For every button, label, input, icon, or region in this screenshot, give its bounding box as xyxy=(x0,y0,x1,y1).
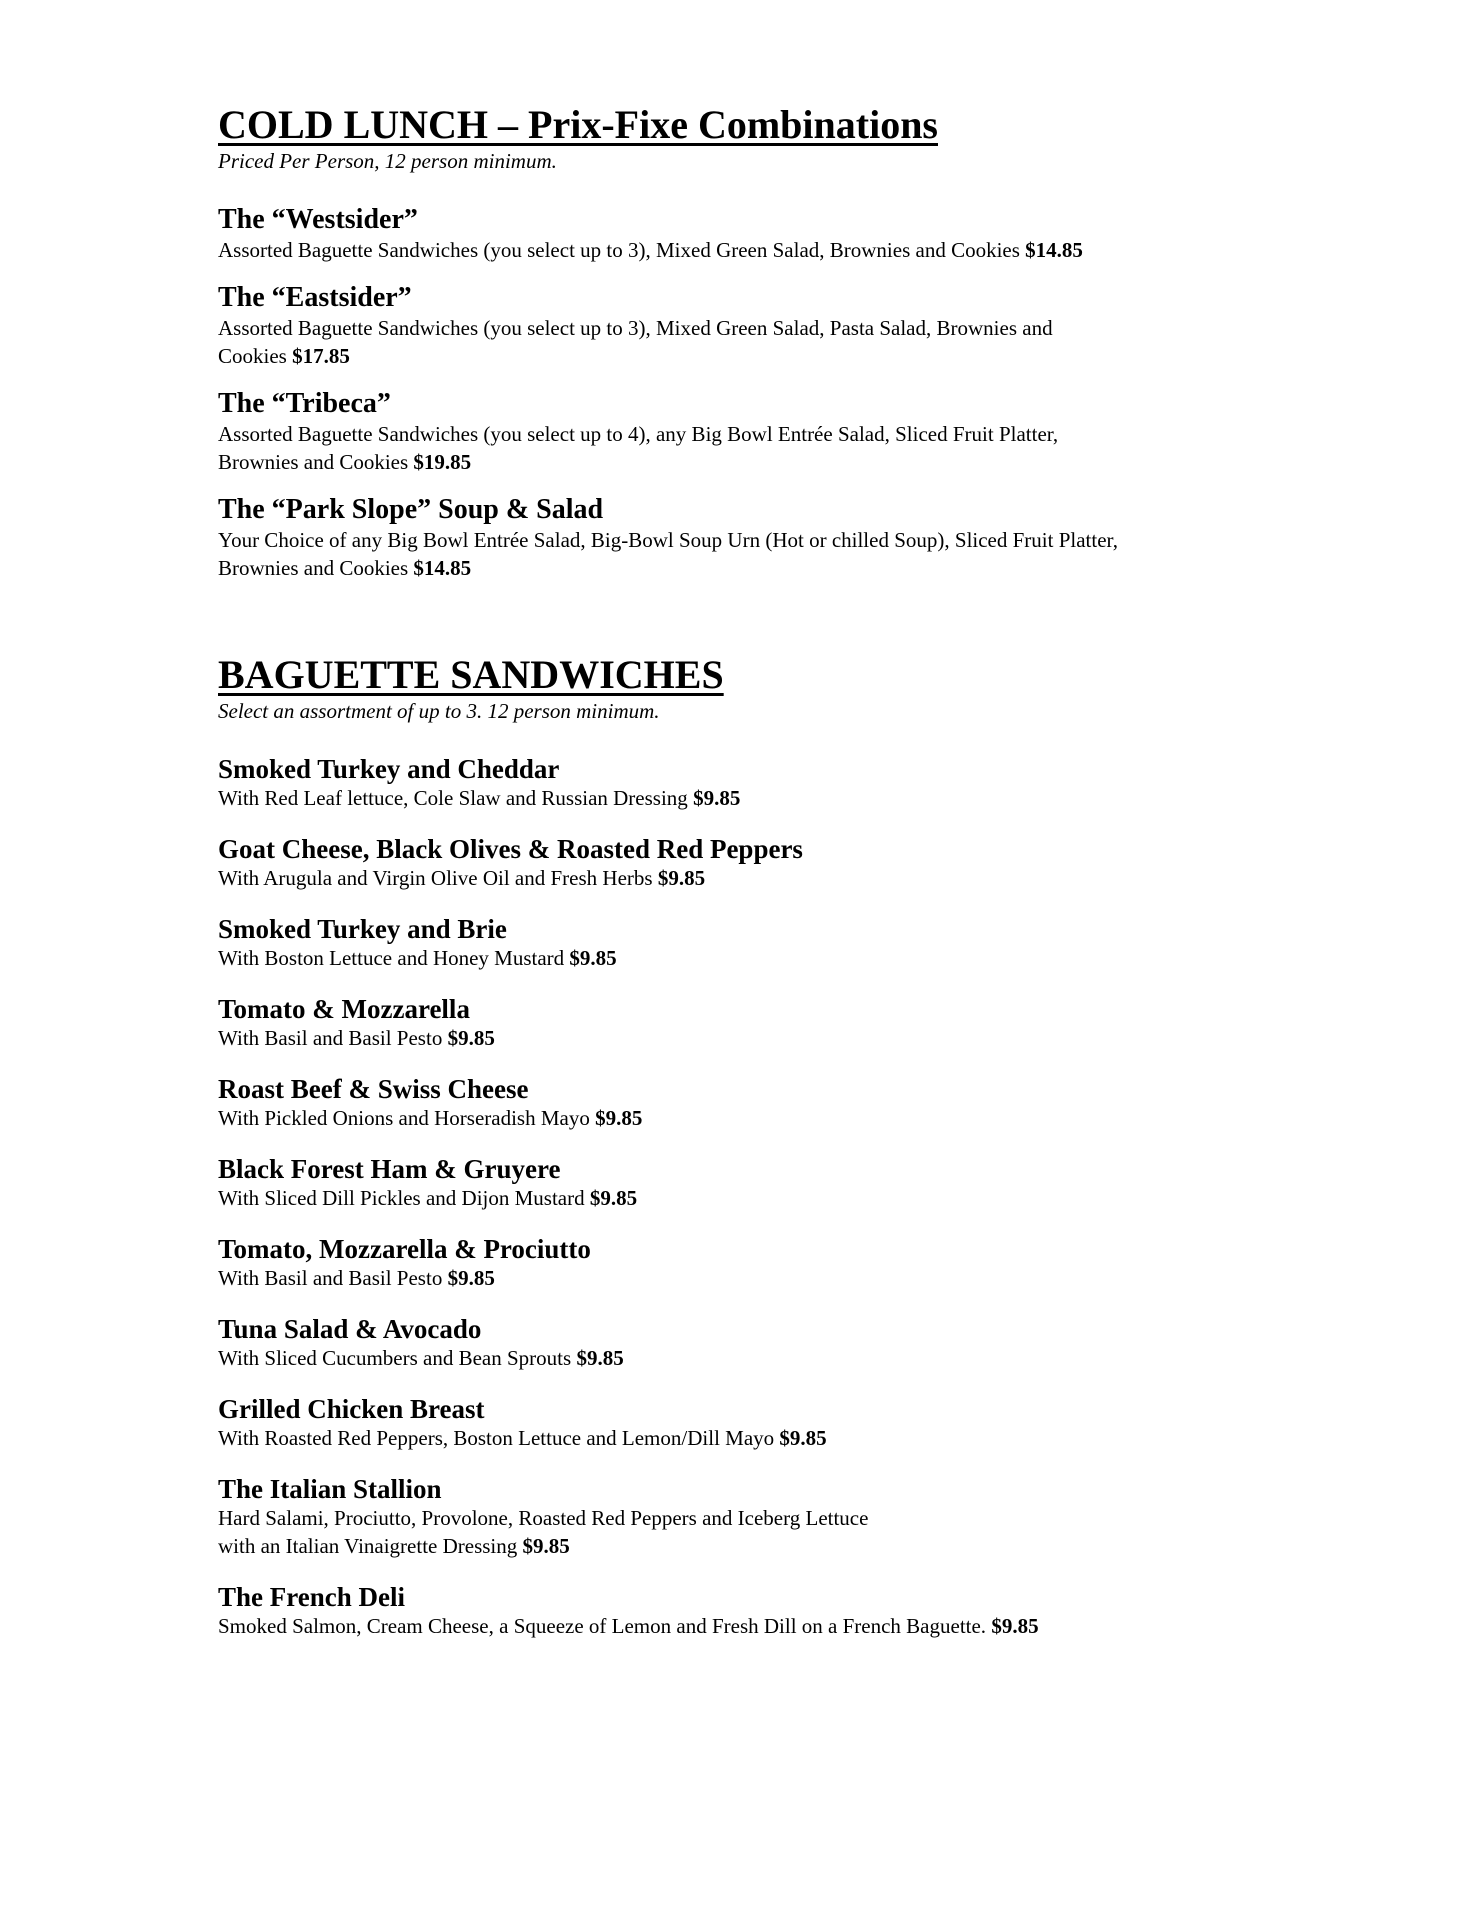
sandwich-name: Black Forest Ham & Gruyere xyxy=(218,1154,561,1184)
combo-item-description: Assorted Baguette Sandwiches (you select up to 3), Mixed Green Salad, Brownies and Cookies xyxy=(218,238,1026,262)
sandwich-desc xyxy=(218,1184,1304,1212)
combo-item-desc xyxy=(218,314,1258,370)
combo-item xyxy=(218,282,1304,370)
baguette-sandwiches-section xyxy=(218,652,1304,1640)
combo-item-desc xyxy=(218,420,1258,476)
sandwich-price: $9.85 xyxy=(576,1346,624,1370)
sandwich-description: Hard Salami, Prociutto, Provolone, Roasted Red Peppers and Iceberg Lettuce with an Italian Vinaigrette Dressing xyxy=(218,1506,869,1558)
combo-item-price: $14.85 xyxy=(413,556,472,580)
sandwich-price: $9.85 xyxy=(447,1026,495,1050)
sandwich-desc xyxy=(218,944,1304,972)
sandwich-item xyxy=(218,914,1304,972)
sandwich-description: With Roasted Red Peppers, Boston Lettuce and Lemon/Dill Mayo xyxy=(218,1426,780,1450)
sandwich-item xyxy=(218,1394,1304,1452)
combo-item xyxy=(218,204,1304,264)
sandwich-item xyxy=(218,1154,1304,1212)
sandwich-name: Tuna Salad & Avocado xyxy=(218,1314,482,1344)
combo-item-desc xyxy=(218,236,1258,264)
sandwich-name: Tomato & Mozzarella xyxy=(218,994,470,1024)
sandwich-description: With Pickled Onions and Horseradish Mayo xyxy=(218,1106,596,1130)
combo-item-description: Assorted Baguette Sandwiches (you select up to 3), Mixed Green Salad, Pasta Salad, Brownies and Cookies xyxy=(218,316,1053,368)
cold-lunch-section xyxy=(218,102,1304,582)
sandwich-description: With Sliced Cucumbers and Bean Sprouts xyxy=(218,1346,577,1370)
sandwich-name: Smoked Turkey and Brie xyxy=(218,914,507,944)
cold-lunch-title: COLD LUNCH – Prix-Fixe Combinations xyxy=(218,102,938,147)
sandwich-price: $9.85 xyxy=(657,866,706,890)
sandwich-description: With Basil and Basil Pesto xyxy=(218,1026,448,1050)
combo-item-price: $14.85 xyxy=(1025,238,1083,262)
combo-item xyxy=(218,494,1304,582)
sandwich-desc xyxy=(218,1612,1304,1640)
baguette-subtitle: Select an assortment of up to 3. 12 person minimum. xyxy=(218,699,660,723)
combo-item-name: The “Westsider” xyxy=(218,204,418,235)
sandwich-name: The French Deli xyxy=(218,1582,405,1612)
sandwich-desc xyxy=(218,1504,1304,1560)
combo-item-description: Assorted Baguette Sandwiches (you select up to 4), any Big Bowl Entrée Salad, Sliced Fruit Platter, Brownies and Cookies xyxy=(218,422,1059,474)
sandwich-name: The Italian Stallion xyxy=(218,1474,442,1504)
sandwich-name: Smoked Turkey and Cheddar xyxy=(218,754,560,784)
sandwich-desc xyxy=(218,784,1304,812)
sandwich-item xyxy=(218,1234,1304,1292)
sandwich-price: $9.85 xyxy=(991,1614,1039,1638)
sandwich-price: $9.85 xyxy=(693,786,741,810)
sandwich-item xyxy=(218,754,1304,812)
sandwich-desc xyxy=(218,1104,1304,1132)
combo-item xyxy=(218,388,1304,476)
sandwich-description: With Arugula and Virgin Olive Oil and Fresh Herbs xyxy=(218,866,658,890)
sandwich-description: Smoked Salmon, Cream Cheese, a Squeeze of Lemon and Fresh Dill on a French Baguette. xyxy=(218,1614,992,1638)
sandwich-name: Goat Cheese, Black Olives & Roasted Red Peppers xyxy=(218,834,803,864)
combo-item-desc xyxy=(218,526,1258,582)
sandwich-item xyxy=(218,834,1304,892)
combo-item-name: The “Tribeca” xyxy=(218,388,391,419)
sandwich-item xyxy=(218,994,1304,1052)
sandwich-price: $9.85 xyxy=(595,1106,643,1130)
sandwich-name: Tomato, Mozzarella & Prociutto xyxy=(218,1234,591,1264)
sandwich-description: With Basil and Basil Pesto xyxy=(218,1266,448,1290)
sandwich-name: Grilled Chicken Breast xyxy=(218,1394,485,1424)
sandwich-desc xyxy=(218,1024,1304,1052)
sandwich-description: With Boston Lettuce and Honey Mustard xyxy=(218,946,570,970)
sandwich-name: Roast Beef & Swiss Cheese xyxy=(218,1074,529,1104)
sandwich-item xyxy=(218,1314,1304,1372)
sandwich-desc xyxy=(218,1344,1304,1372)
sandwich-price: $9.85 xyxy=(569,946,617,970)
sandwich-price: $9.85 xyxy=(447,1266,495,1290)
combo-item-description: Your Choice of any Big Bowl Entrée Salad, Big-Bowl Soup Urn (Hot or chilled Soup), Sliced Fruit Platter, Brownies and Cookies xyxy=(218,528,1118,580)
sandwich-item xyxy=(218,1582,1304,1640)
combo-item-name: The “Eastsider” xyxy=(218,282,412,313)
sandwich-desc xyxy=(218,1424,1304,1452)
combo-item-price: $19.85 xyxy=(413,450,472,474)
sandwich-description: With Sliced Dill Pickles and Dijon Mustard xyxy=(218,1186,590,1210)
sandwich-item xyxy=(218,1074,1304,1132)
sandwich-price: $9.85 xyxy=(522,1534,570,1558)
sandwich-price: $9.85 xyxy=(779,1426,827,1450)
combo-item-name: The “Park Slope” Soup & Salad xyxy=(218,494,604,525)
sandwich-description: With Red Leaf lettuce, Cole Slaw and Russian Dressing xyxy=(218,786,694,810)
sandwich-price: $9.85 xyxy=(589,1186,638,1210)
baguette-title: BAGUETTE SANDWICHES xyxy=(218,652,724,697)
sandwich-desc xyxy=(218,864,1304,892)
sandwich-item xyxy=(218,1474,1304,1560)
cold-lunch-subtitle: Priced Per Person, 12 person minimum. xyxy=(218,149,557,173)
combo-item-price: $17.85 xyxy=(292,344,350,368)
sandwich-desc xyxy=(218,1264,1304,1292)
